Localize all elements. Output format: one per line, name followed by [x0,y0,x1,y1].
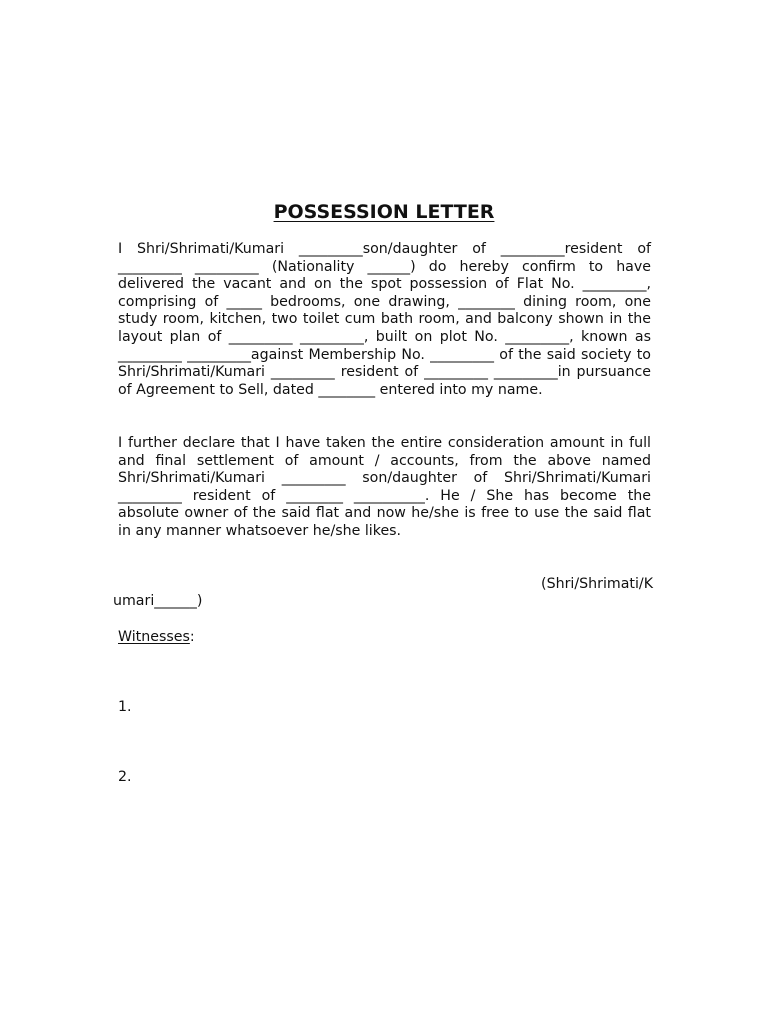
signature-line-1: (Shri/Shrimati/K [541,576,653,592]
document-title: POSSESSION LETTER [273,201,495,223]
witness-item-2: 2. [118,769,132,785]
paragraph-declaration: I further declare that I have taken the entire consideration amount in full and final settlement of amount / accounts, from the above named Shri/Shrimati/Kumari _________ son/daughter of Shri/Shrimati/Kumari _________ resident of ________ __________. He / She has become the absolute owner of the said flat and now he/she is free to use the said flat in any manner whatsoever he/she likes. [118,435,651,539]
witnesses-label: Witnesses [118,629,190,645]
paragraph-confirmation: I Shri/Shrimati/Kumari _________son/daughter of _________resident of _________ _________ (Nationality ______) do hereby confirm to have delivered the vacant and on the spot possession of Flat No. _________, comprising of _____ bedrooms, one drawing, ________ dining room, one study room, kitchen, two toilet cum bath room, and balcony shown in the layout plan of _________ _________, built on plot No. _________, known as _________ _________against Membership No. _________ of the said society to Shri/Shrimati/Kumari _________ resident of _________ _________in pursuance of Agreement to Sell, dated ________ entered into my name. [118,241,651,398]
witness-item-1: 1. [118,699,132,715]
signature-line-2: umari______) [113,593,203,609]
witnesses-heading [118,629,195,647]
witnesses-colon: : [189,629,195,645]
